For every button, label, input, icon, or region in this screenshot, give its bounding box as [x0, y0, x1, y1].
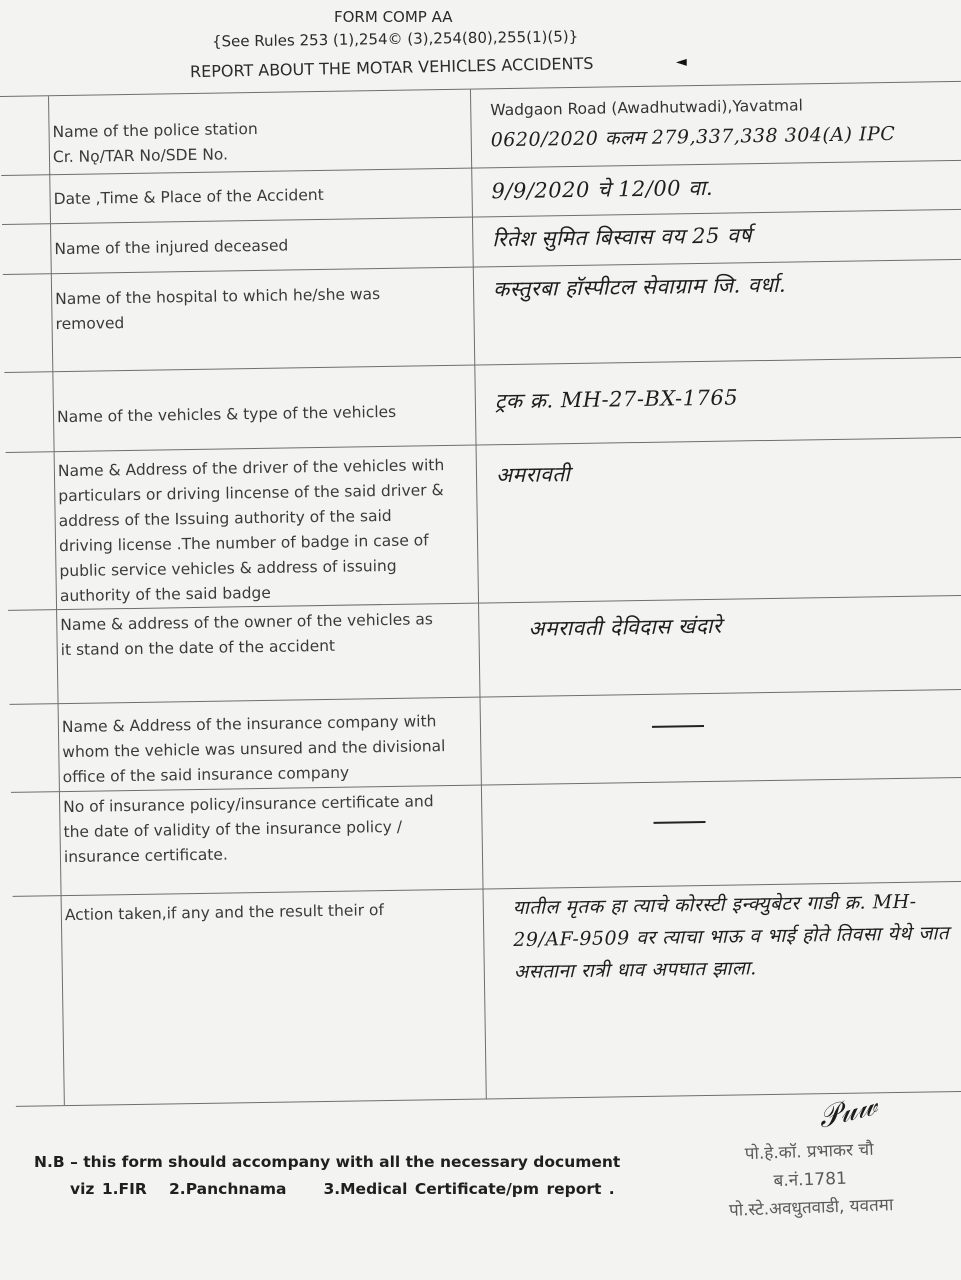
column-divider	[50, 223, 52, 273]
column-divider	[478, 603, 480, 697]
stamp-line: पो.स्टे.अवधुतवाडी, यवतमा	[728, 1195, 894, 1221]
column-divider	[473, 267, 476, 365]
row-label: Name of the vehicles & type of the vehicles	[56, 402, 397, 427]
doc-panchnama: 2.Panchnama	[169, 1180, 287, 1198]
officer-stamp	[727, 1135, 894, 1225]
column-divider	[49, 173, 51, 223]
column-divider	[472, 217, 474, 267]
report-title: REPORT ABOUT THE MOTAR VEHICLES ACCIDENTS	[189, 53, 594, 82]
row-insurance-policy	[11, 777, 961, 897]
column-divider	[54, 451, 57, 609]
column-divider	[479, 697, 481, 785]
driver-value: अमरावती	[495, 462, 571, 488]
row-label: No of insurance policy/insurance certificate and the date of validity of the insurance policy / insurance certificate.	[63, 792, 434, 867]
report-table	[0, 81, 961, 1106]
column-divider	[56, 609, 58, 703]
action-taken-value: यातील मृतक हा त्याचे कोरस्टी इन्क्युबेटर गाडी क्र. MH-29/AF-9509 वर त्याचा भाऊ व भाई होते तिवसा येथे जात असताना रात्री धाव अपघात झाला.	[512, 890, 950, 984]
column-divider	[48, 96, 50, 174]
doc-fir: viz 1.FIR	[70, 1180, 147, 1198]
owner-value: अमरावती देविदास खंदारे	[528, 613, 723, 641]
blank-dash	[652, 725, 704, 728]
column-divider	[470, 90, 472, 168]
row-hospital	[3, 259, 961, 373]
ink-mark: ◄	[676, 54, 687, 70]
row-label: Name & Address of the driver of the vehicles with particulars or driving lincense of the said driver & address of the Issuing authority of the said driving license .The number of badge in case of public service vehicles & address of issuing authority of the said badge	[57, 456, 445, 606]
injured-name-value: रितेश सुमित बिस्वास वय 25 वर्ष	[492, 223, 753, 252]
date-time-value: 9/9/2020 चे 12/00 वा.	[491, 175, 714, 204]
police-station-value: Wadgaon Road (Awadhutwadi),Yavatmal	[490, 96, 803, 120]
row-label: Name & Address of the insurance company with whom the vehicle was unsured and the divisional office of the said insurance company	[61, 712, 446, 787]
row-label: Date ,Time & Place of the Accident	[53, 185, 324, 209]
hospital-value: कस्तुरबा हॉस्पीटल सेवाग्राम जि. वर्धा.	[492, 272, 787, 302]
signature-mark: 𝒫𝓊𝓌	[814, 1087, 881, 1136]
row-driver-details	[6, 437, 961, 611]
column-divider	[59, 791, 62, 895]
nb-documents	[70, 1180, 615, 1198]
column-divider	[52, 371, 54, 451]
column-divider	[471, 167, 473, 217]
blank-dash	[653, 821, 705, 824]
row-insurance-company	[10, 689, 961, 793]
column-divider	[58, 703, 60, 791]
row-action-taken	[13, 881, 961, 1107]
column-divider	[483, 889, 487, 1099]
rules-reference: {See Rules 253 (1),254© (3),254(80),255(1)(5)}	[211, 27, 579, 51]
stamp-line: पो.हे.कॉ. प्रभाकर चौ	[744, 1139, 874, 1165]
column-divider	[481, 785, 484, 889]
form-name: FORM COMP AA	[334, 8, 453, 26]
stamp-line: ब.नं.1781	[773, 1168, 848, 1192]
column-divider	[474, 365, 476, 445]
case-number-value: 0620/2020 कलम 279,337,338 304(A) IPC	[490, 122, 896, 152]
row-label: Name of the hospital to which he/she was removed	[55, 285, 381, 334]
column-divider	[476, 445, 479, 603]
doc-medical: 3.Medical Certificate/pm report .	[323, 1180, 615, 1198]
vehicle-value: ट्रक क्र. MH-27-BX-1765	[494, 385, 739, 414]
nb-note: N.B – this form should accompany with all the necessary document	[34, 1153, 621, 1171]
column-divider	[51, 273, 54, 371]
row-label: Name & address of the owner of the vehicles as it stand on the date of the accident	[60, 610, 433, 660]
row-label: Name of the police station Cr. Nǫ/TAR No/SDE No.	[52, 119, 258, 167]
row-label: Action taken,if any and the result their of	[64, 901, 385, 925]
row-label: Name of the injured deceased	[54, 236, 289, 259]
row-owner-details	[8, 595, 961, 705]
